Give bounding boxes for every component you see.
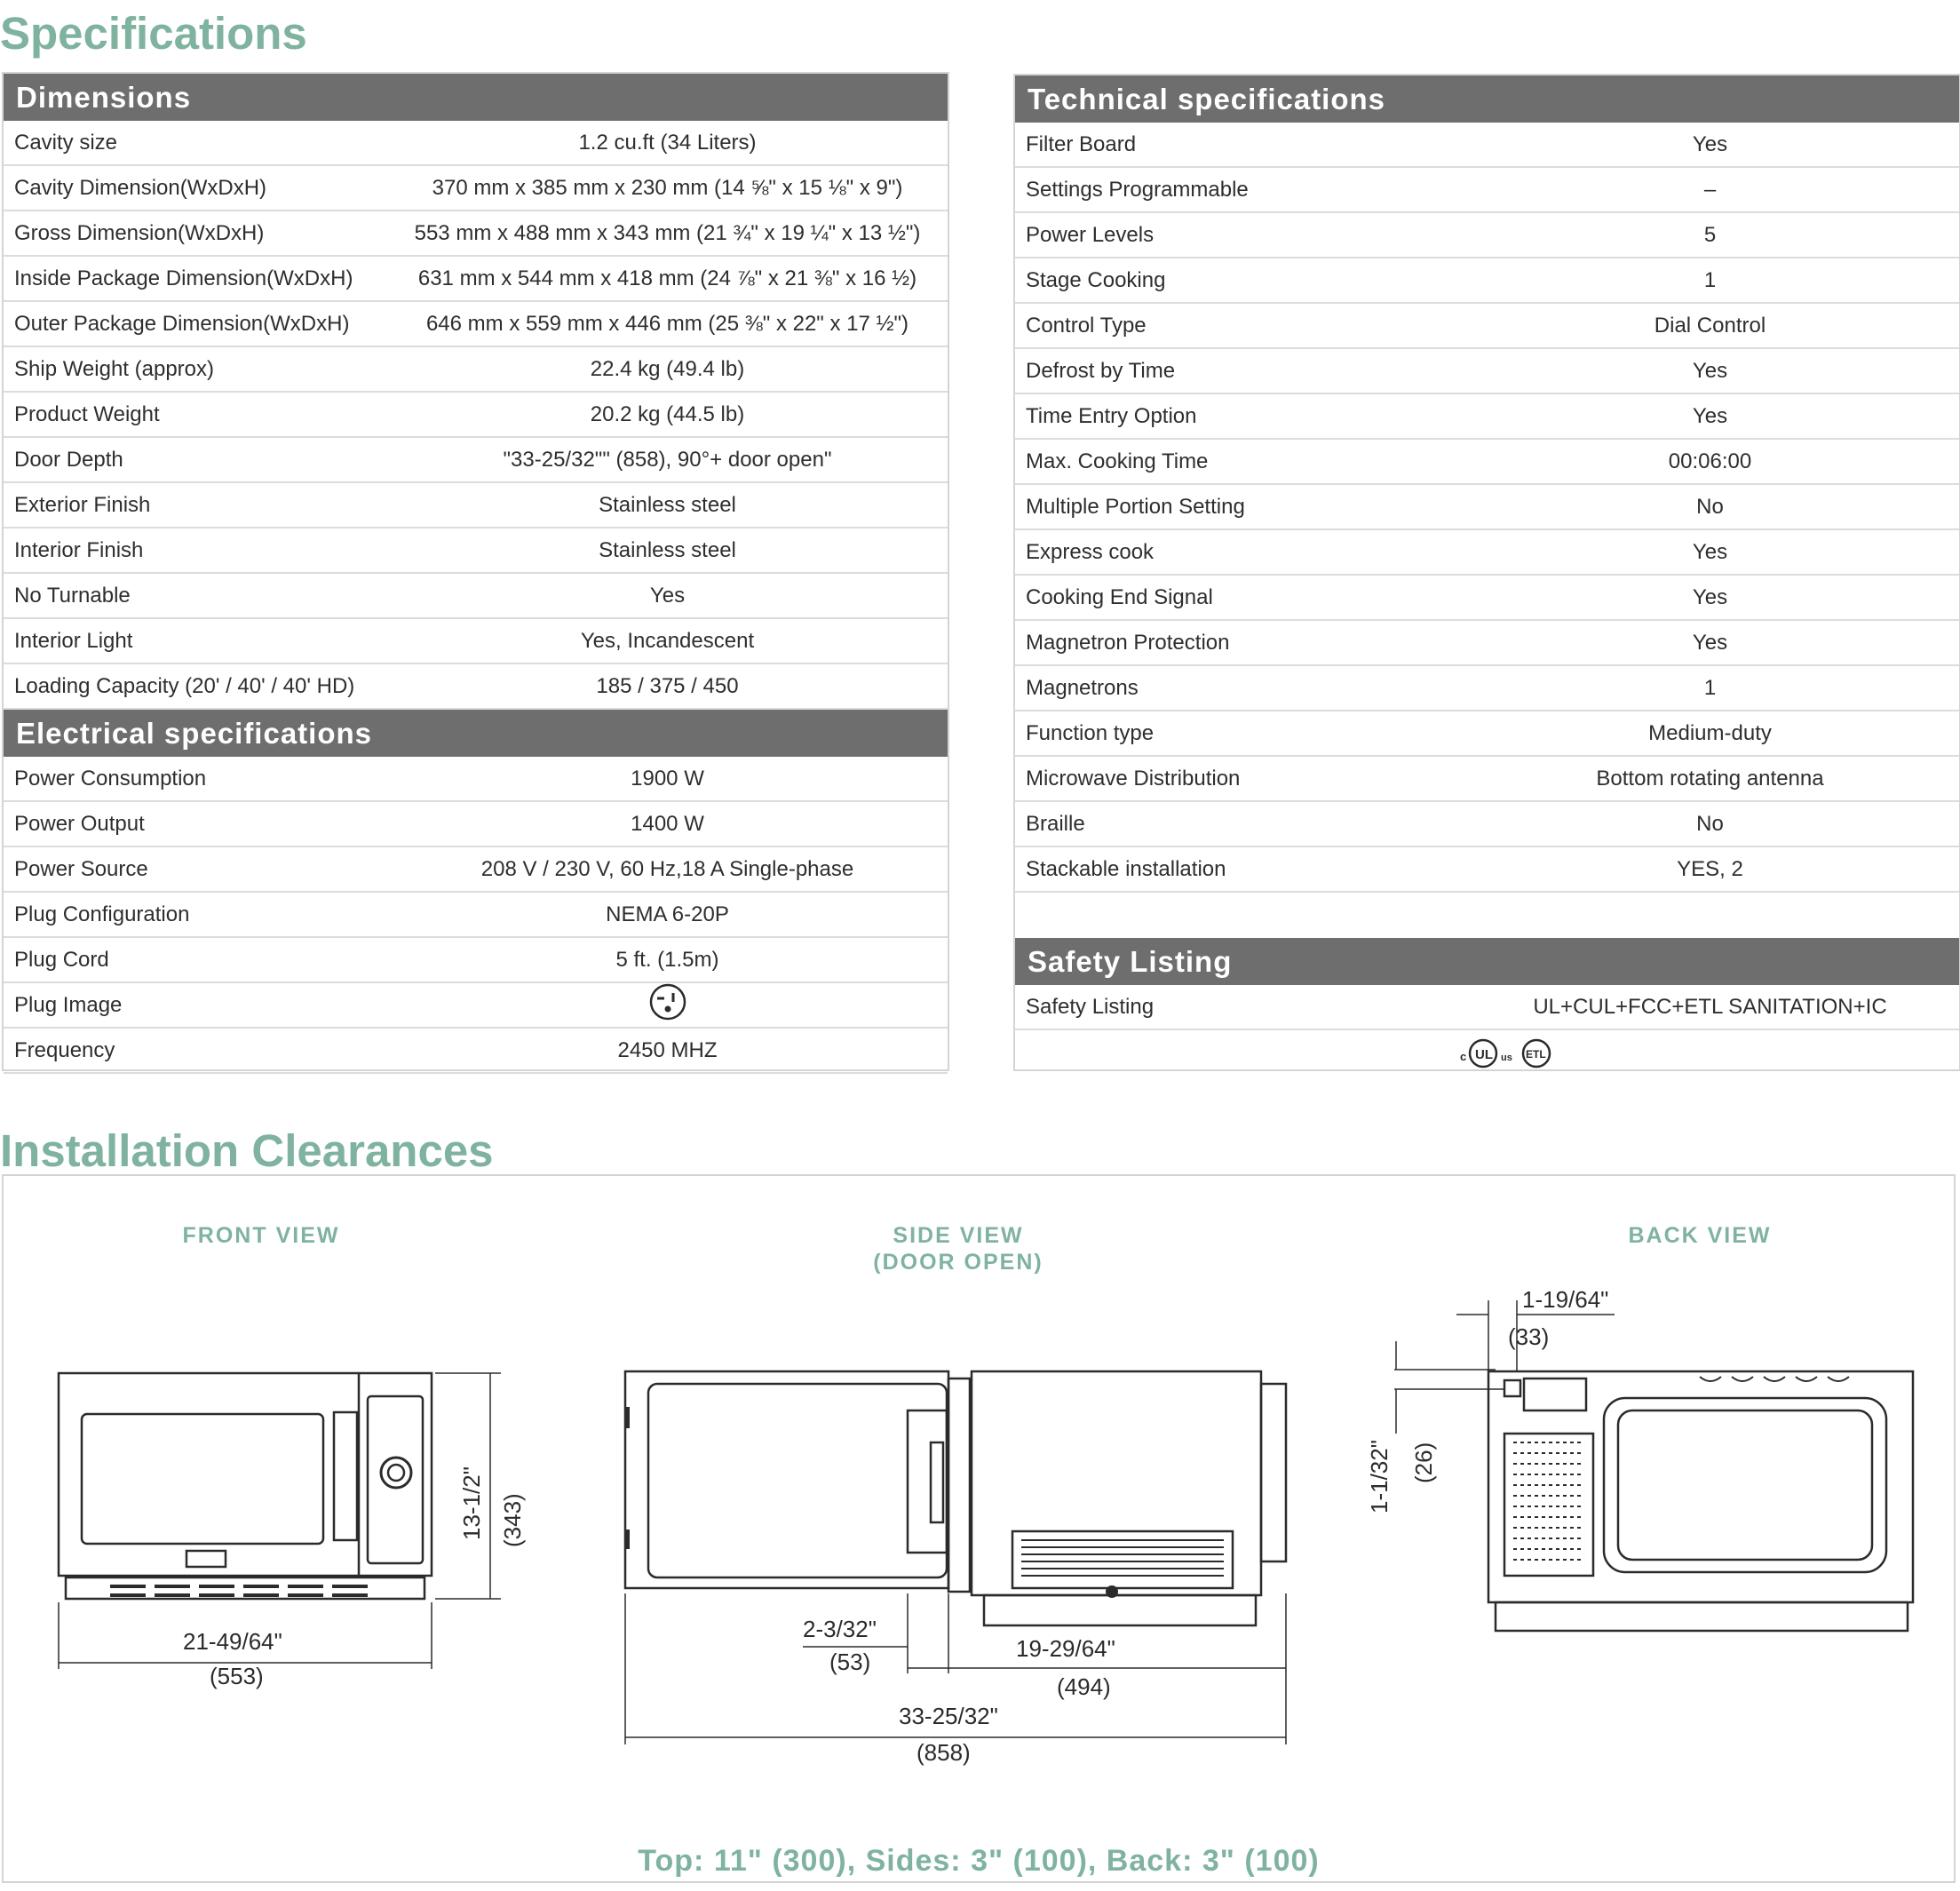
front-width-mm: (553): [210, 1663, 264, 1689]
technical-header: Technical specifications: [1015, 75, 1959, 123]
table-row: [4, 802, 948, 847]
table-row: [1015, 485, 1959, 530]
row-label: Interior Finish: [14, 537, 144, 562]
row-value: 646 mm x 559 mm x 446 mm (25 ⅜" x 22" x 17 ½"): [425, 311, 909, 336]
front-height-inches: 13-1/2": [458, 1466, 485, 1540]
row-label: Filter Board: [1026, 131, 1137, 156]
row-value: No: [1696, 811, 1724, 836]
table-row: [4, 938, 948, 983]
safety-table: [1015, 985, 1959, 1030]
side-foot-dot: [1106, 1585, 1118, 1598]
technical-table: [1015, 123, 1959, 893]
table-row: [1015, 847, 1959, 893]
row-label: Plug Image: [14, 992, 123, 1017]
row-label: Function type: [1026, 720, 1155, 745]
dimensions-table: [4, 121, 948, 710]
ul-mark: UL: [1474, 1046, 1493, 1062]
row-value: Stainless steel: [599, 537, 736, 562]
row-label: Magnetrons: [1026, 675, 1139, 700]
row-label: Power Consumption: [14, 766, 207, 791]
row-label: Microwave Distribution: [1026, 766, 1241, 791]
back-vertical-mm: (26): [1410, 1442, 1437, 1483]
table-row: [4, 347, 948, 393]
row-label: Express cook: [1026, 539, 1155, 564]
row-value: 1900 W: [631, 766, 704, 791]
row-label: Gross Dimension(WxDxH): [14, 220, 265, 245]
side-depth-inches: 19-29/64": [1016, 1635, 1115, 1662]
spacer-row: [1015, 893, 1959, 938]
side-view-sublabel: (DOOR OPEN): [873, 1250, 1043, 1275]
row-label: Multiple Portion Setting: [1026, 494, 1245, 519]
row-value: 1400 W: [631, 811, 704, 836]
row-value: Medium-duty: [1648, 720, 1772, 745]
table-row: [4, 166, 948, 211]
row-label: Power Levels: [1026, 222, 1155, 247]
table-row: [1015, 985, 1959, 1030]
row-value: 00:06:00: [1668, 449, 1752, 473]
row-value: "33-25/32"" (858), 90°+ door open": [503, 447, 832, 472]
table-row: [4, 528, 948, 574]
side-total-inches: 33-25/32": [899, 1703, 998, 1729]
row-label: Control Type: [1026, 313, 1147, 338]
table-row: [4, 211, 948, 257]
row-value: 185 / 375 / 450: [596, 673, 739, 698]
front-height-mm: (343): [499, 1493, 526, 1547]
front-width-inches: 21-49/64": [183, 1628, 282, 1655]
dimensions-header: Dimensions: [4, 74, 948, 121]
table-row: [1015, 168, 1959, 213]
certification-logos-row: [1015, 1030, 1959, 1076]
row-label: Cavity Dimension(WxDxH): [14, 175, 267, 200]
row-value: Yes: [1692, 630, 1728, 655]
row-value: Yes: [649, 583, 686, 608]
row-label: Inside Package Dimension(WxDxH): [14, 266, 353, 290]
side-view-label: SIDE VIEW: [893, 1223, 1024, 1248]
row-value: Stainless steel: [599, 492, 736, 517]
row-value: 5: [1703, 222, 1717, 247]
table-row: [1015, 304, 1959, 349]
table-row: [4, 664, 948, 710]
row-value: 1: [1703, 267, 1717, 292]
table-row: [4, 757, 948, 802]
row-value: 370 mm x 385 mm x 230 mm (14 ⅝" x 15 ⅛" x 9"): [432, 175, 903, 200]
table-row: [4, 121, 948, 166]
ul-c-mark: c: [1459, 1049, 1466, 1063]
table-row: [1015, 757, 1959, 802]
back-horizontal-inches: 1-19/64": [1522, 1286, 1609, 1313]
etl-mark: ETL: [1525, 1047, 1546, 1061]
side-view-drawing: [625, 1371, 1286, 1744]
row-value: Yes: [1692, 358, 1728, 383]
table-row: [1015, 258, 1959, 304]
row-label: Ship Weight (approx): [14, 356, 214, 381]
row-label: Stage Cooking: [1026, 267, 1166, 292]
table-row: [4, 1029, 948, 1074]
row-value: 1.2 cu.ft (34 Liters): [578, 130, 757, 155]
safety-header: Safety Listing: [1015, 938, 1959, 985]
left-spec-panel: [2, 72, 949, 1071]
row-value: 208 V / 230 V, 60 Hz,18 A Single-phase: [480, 856, 854, 881]
row-value: Yes: [1692, 539, 1728, 564]
row-value: [387, 982, 948, 1028]
table-row: [4, 574, 948, 619]
table-row: [4, 483, 948, 528]
row-label: Plug Cord: [14, 947, 109, 972]
row-value: 2450 MHZ: [617, 1037, 718, 1062]
clearance-drawings: [4, 1176, 1954, 1798]
row-label: Plug Configuration: [14, 902, 190, 926]
row-value: YES, 2: [1677, 856, 1743, 881]
row-value: 20.2 kg (44.5 lb): [590, 401, 745, 426]
row-value: No: [1696, 494, 1724, 519]
back-horizontal-mm: (33): [1508, 1323, 1550, 1350]
table-row: [1015, 213, 1959, 258]
nema-plug-icon: [648, 982, 687, 1021]
table-row: [1015, 349, 1959, 394]
row-value: UL+CUL+FCC+ETL SANITATION+IC: [1533, 994, 1887, 1019]
row-value: 553 mm x 488 mm x 343 mm (21 ¾" x 19 ¼" x 13 ½"): [414, 220, 921, 245]
side-total-mm: (858): [917, 1739, 971, 1766]
row-label: Cavity size: [14, 130, 118, 155]
row-label: Door Depth: [14, 447, 123, 472]
row-label: Loading Capacity (20' / 40' / 40' HD): [14, 673, 355, 698]
installation-diagram-box: [2, 1174, 1956, 1883]
row-value: 631 mm x 544 mm x 418 mm (24 ⅞" x 21 ⅜" x 16 ½): [417, 266, 917, 290]
row-label: Settings Programmable: [1026, 177, 1249, 202]
table-row: [1015, 123, 1959, 168]
back-vertical-inches: 1-1/32": [1366, 1440, 1393, 1514]
row-value: 1: [1703, 675, 1717, 700]
clearance-note: Top: 11" (300), Sides: 3" (100), Back: 3" (100): [638, 1844, 1320, 1878]
table-row: [1015, 621, 1959, 666]
row-label: Outer Package Dimension(WxDxH): [14, 311, 350, 336]
table-row: [1015, 802, 1959, 847]
row-label: Max. Cooking Time: [1026, 449, 1209, 473]
row-value: Yes: [1692, 584, 1728, 609]
row-value: Yes, Incandescent: [580, 628, 755, 653]
row-value: NEMA 6-20P: [606, 902, 729, 926]
ul-us-mark: us: [1500, 1052, 1512, 1063]
electrical-table: [4, 757, 948, 1074]
installation-title: Installation Clearances: [0, 1125, 494, 1176]
row-label: Interior Light: [14, 628, 133, 653]
row-label: Product Weight: [14, 401, 160, 426]
back-view-label: BACK VIEW: [1628, 1223, 1772, 1248]
table-row: [4, 257, 948, 302]
row-label: No Turnable: [14, 583, 131, 608]
row-label: Magnetron Protection: [1026, 630, 1230, 655]
row-label: Cooking End Signal: [1026, 584, 1213, 609]
table-row: [4, 302, 948, 347]
row-label: Power Output: [14, 811, 145, 836]
table-row: [4, 983, 948, 1029]
table-row: [4, 847, 948, 893]
side-door-mm: (53): [829, 1649, 871, 1675]
side-door-inches: 2-3/32": [803, 1616, 877, 1642]
table-row: [4, 619, 948, 664]
table-row: [1015, 666, 1959, 711]
back-view-drawing: [1394, 1300, 1913, 1631]
table-row: [4, 438, 948, 483]
specifications-title: Specifications: [0, 8, 307, 59]
electrical-header: Electrical specifications: [4, 710, 948, 757]
table-row: [1015, 711, 1959, 757]
right-spec-panel: [1013, 74, 1960, 1071]
table-row: [1015, 530, 1959, 576]
front-view-label: FRONT VIEW: [182, 1223, 340, 1248]
table-row: [4, 893, 948, 938]
table-row: [4, 393, 948, 438]
row-label: Exterior Finish: [14, 492, 151, 517]
row-value: Bottom rotating antenna: [1596, 766, 1824, 791]
row-value: Yes: [1692, 403, 1728, 428]
row-label: Braille: [1026, 811, 1085, 836]
table-row: [1015, 440, 1959, 485]
row-value: 22.4 kg (49.4 lb): [590, 356, 745, 381]
row-value: 5 ft. (1.5m): [615, 947, 719, 972]
front-view-drawing: [59, 1373, 501, 1669]
row-value: Yes: [1692, 131, 1728, 156]
row-label: Stackable installation: [1026, 856, 1226, 881]
certification-logos: [1456, 1036, 1572, 1071]
row-label: Defrost by Time: [1026, 358, 1176, 383]
table-row: [1015, 576, 1959, 621]
row-label: Frequency: [14, 1037, 115, 1062]
side-depth-mm: (494): [1057, 1673, 1111, 1700]
row-label: Power Source: [14, 856, 148, 881]
row-label: Safety Listing: [1026, 994, 1155, 1019]
table-row: [1015, 394, 1959, 440]
row-value: –: [1703, 177, 1717, 202]
row-label: Time Entry Option: [1026, 403, 1197, 428]
row-value: Dial Control: [1654, 313, 1766, 338]
